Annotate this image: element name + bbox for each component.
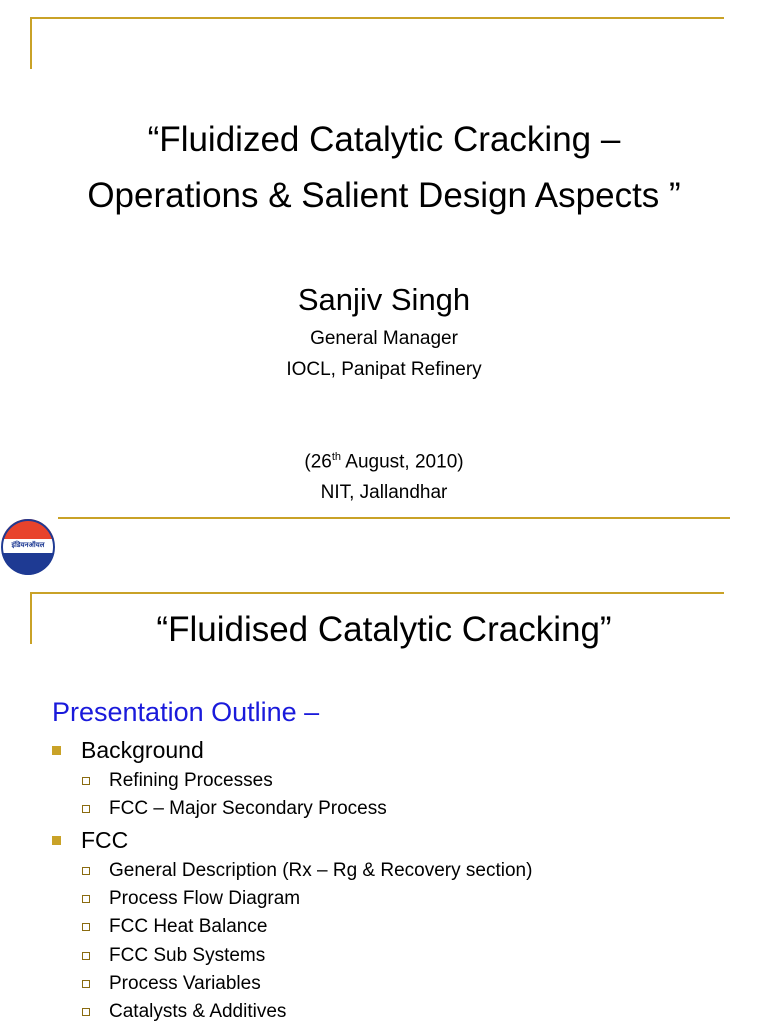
left-rule	[30, 17, 32, 69]
presenter-organization: IOCL, Panipat Refinery	[286, 359, 482, 380]
item-label: Refining Processes	[109, 770, 273, 791]
item-label: Catalysts & Additives	[109, 1001, 287, 1022]
slide-title: “Fluidised Catalytic Cracking”	[156, 610, 612, 649]
item-label: General Description (Rx – Rg & Recovery section)	[109, 860, 533, 881]
item-label: Process Variables	[109, 973, 261, 994]
item-label: FCC – Major Secondary Process	[109, 798, 387, 819]
indianoil-logo	[1, 519, 55, 575]
section-label: FCC	[81, 827, 129, 853]
presentation-date	[0, 451, 768, 473]
top-rule	[30, 17, 724, 19]
hollow-square-bullet-icon	[82, 1008, 90, 1016]
item-label: FCC Sub Systems	[109, 945, 266, 966]
slide-title-line-1: “Fluidized Catalytic Cracking –	[147, 120, 621, 159]
hollow-square-bullet-icon	[82, 805, 90, 813]
bottom-rule	[58, 517, 730, 519]
date-rest: August, 2010)	[341, 451, 464, 473]
date-ordinal: th	[331, 451, 342, 463]
presenter-name: Sanjiv Singh	[297, 282, 471, 317]
date-open: (26	[304, 451, 332, 473]
slide-title-line-2: Operations & Salient Design Aspects ”	[87, 176, 681, 215]
hollow-square-bullet-icon	[82, 923, 90, 931]
hollow-square-bullet-icon	[82, 867, 90, 875]
item-label: Process Flow Diagram	[109, 888, 301, 909]
presentation-venue: NIT, Jallandhar	[320, 482, 448, 503]
presenter-role: General Manager	[310, 328, 458, 349]
hollow-square-bullet-icon	[82, 952, 90, 960]
slide-title	[0, 112, 768, 224]
section-label: Background	[81, 737, 204, 763]
outline-heading: Presentation Outline –	[52, 697, 320, 727]
hollow-square-bullet-icon	[82, 895, 90, 903]
item-label: FCC Heat Balance	[109, 916, 268, 937]
logo-text: इंडियनऑयल	[1, 539, 55, 553]
outline-slide	[0, 580, 768, 1024]
top-rule	[30, 592, 724, 594]
square-bullet-icon	[52, 836, 61, 845]
square-bullet-icon	[52, 746, 61, 755]
hollow-square-bullet-icon	[82, 980, 90, 988]
hollow-square-bullet-icon	[82, 777, 90, 785]
